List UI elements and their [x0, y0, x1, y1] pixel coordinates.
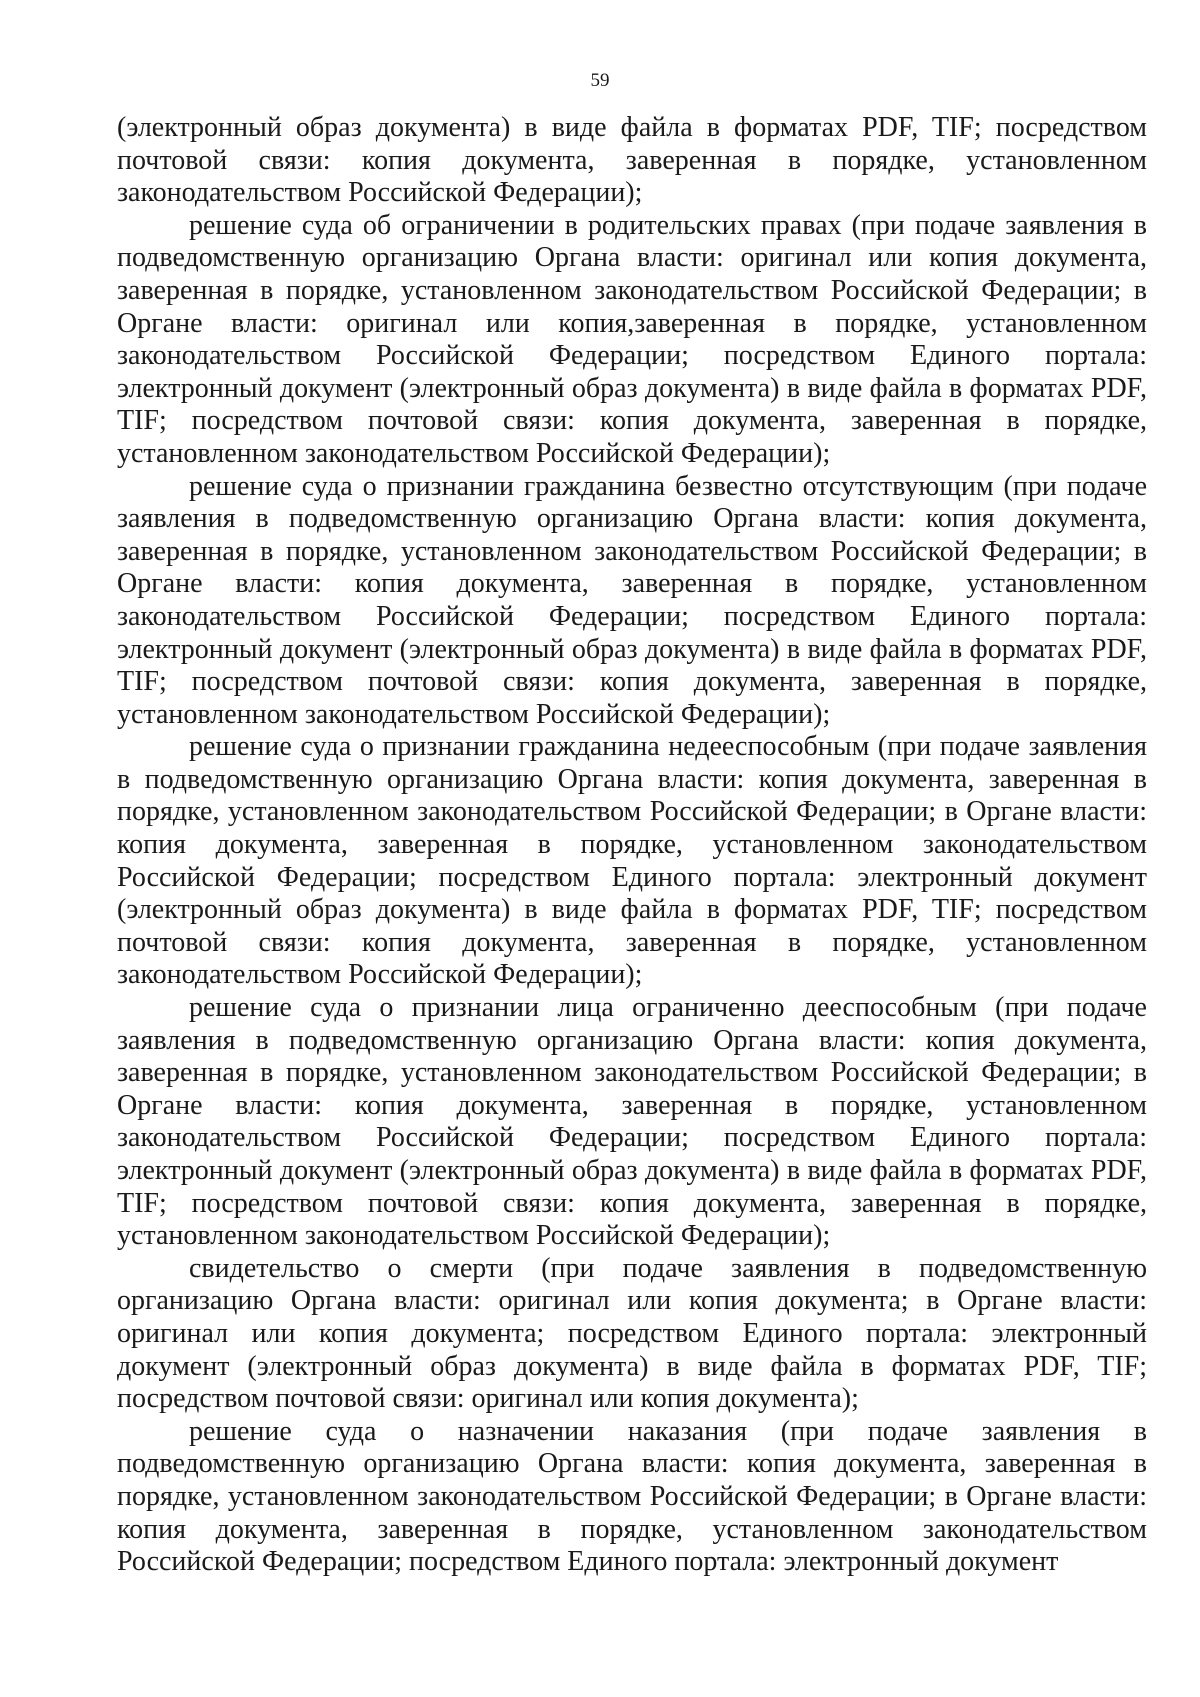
paragraph-parental-rights-restriction: решение суда об ограничении в родительских правах (при подаче заявления в подведомственную организацию Органа власти: оригинал или копия документа, заверенная в порядке, установленном законодательством Российской Федерации; в Органе власти: оригинал или копия,заверенная в порядке, установленном законодательством Российской Федерации; посредством Единого портала: электронный документ (электронный образ документа) в виде файла в форматах PDF, TIF; посредством почтовой связи: копия документа, заверенная в порядке, установленном законодательством Российской Федерации); [117, 209, 1147, 469]
page-number: 59 [590, 70, 610, 91]
paragraph-limited-capacity-ruling: решение суда о признании лица ограниченно дееспособным (при подаче заявления в подведомственную организацию Органа власти: копия документа, заверенная в порядке, установленном законодательством Российской Федерации; в Органе власти: копия документа, заверенная в порядке, установленном законодательством Российской Федерации; посредством Единого портала: электронный документ (электронный образ документа) в виде файла в форматах PDF, TIF; посредством почтовой связи: копия документа, заверенная в порядке, установленном законодательством Российской Федерации); [117, 992, 1147, 1252]
paragraph-death-certificate: свидетельство о смерти (при подаче заявления в подведомственную организацию Органа власти: оригинал или копия документа; в Органе власти: оригинал или копия документа; посредством Единого портала: электронный документ (электронный образ документа) в виде файла в форматах PDF, TIF; посредством почтовой связи: оригинал или копия документа); [117, 1252, 1147, 1415]
paragraph-continuation: (электронный образ документа) в виде файла в форматах PDF, TIF; посредством почтовой связи: копия документа, заверенная в порядке, установленном законодательством Российской Федерации); [117, 112, 1147, 209]
paragraph-sentencing-ruling: решение суда о назначении наказания (при подаче заявления в подведомственную организацию Органа власти: копия документа, заверенная в порядке, установленном законодательством Российской Федерации; в Органе власти: копия документа, заверенная в порядке, установленном законодательством Российской Федерации; посредством Единого портала: электронный документ [117, 1415, 1147, 1578]
document-body [117, 112, 1147, 1579]
paragraph-incapacity-ruling: решение суда о признании гражданина недееспособным (при подаче заявления в подведомственную организацию Органа власти: копия документа, заверенная в порядке, установленном законодательством Российской Федерации; в Органе власти: копия документа, заверенная в порядке, установленном законодательством Российской Федерации; посредством Единого портала: электронный документ (электронный образ документа) в виде файла в форматах PDF, TIF; посредством почтовой связи: копия документа, заверенная в порядке, установленном законодательством Российской Федерации); [117, 731, 1147, 991]
paragraph-missing-person-ruling: решение суда о признании гражданина безвестно отсутствующим (при подаче заявления в подведомственную организацию Органа власти: копия документа, заверенная в порядке, установленном законодательством Российской Федерации; в Органе власти: копия документа, заверенная в порядке, установленном законодательством Российской Федерации; посредством Единого портала: электронный документ (электронный образ документа) в виде файла в форматах PDF, TIF; посредством почтовой связи: копия документа, заверенная в порядке, установленном законодательством Российской Федерации); [117, 470, 1147, 730]
